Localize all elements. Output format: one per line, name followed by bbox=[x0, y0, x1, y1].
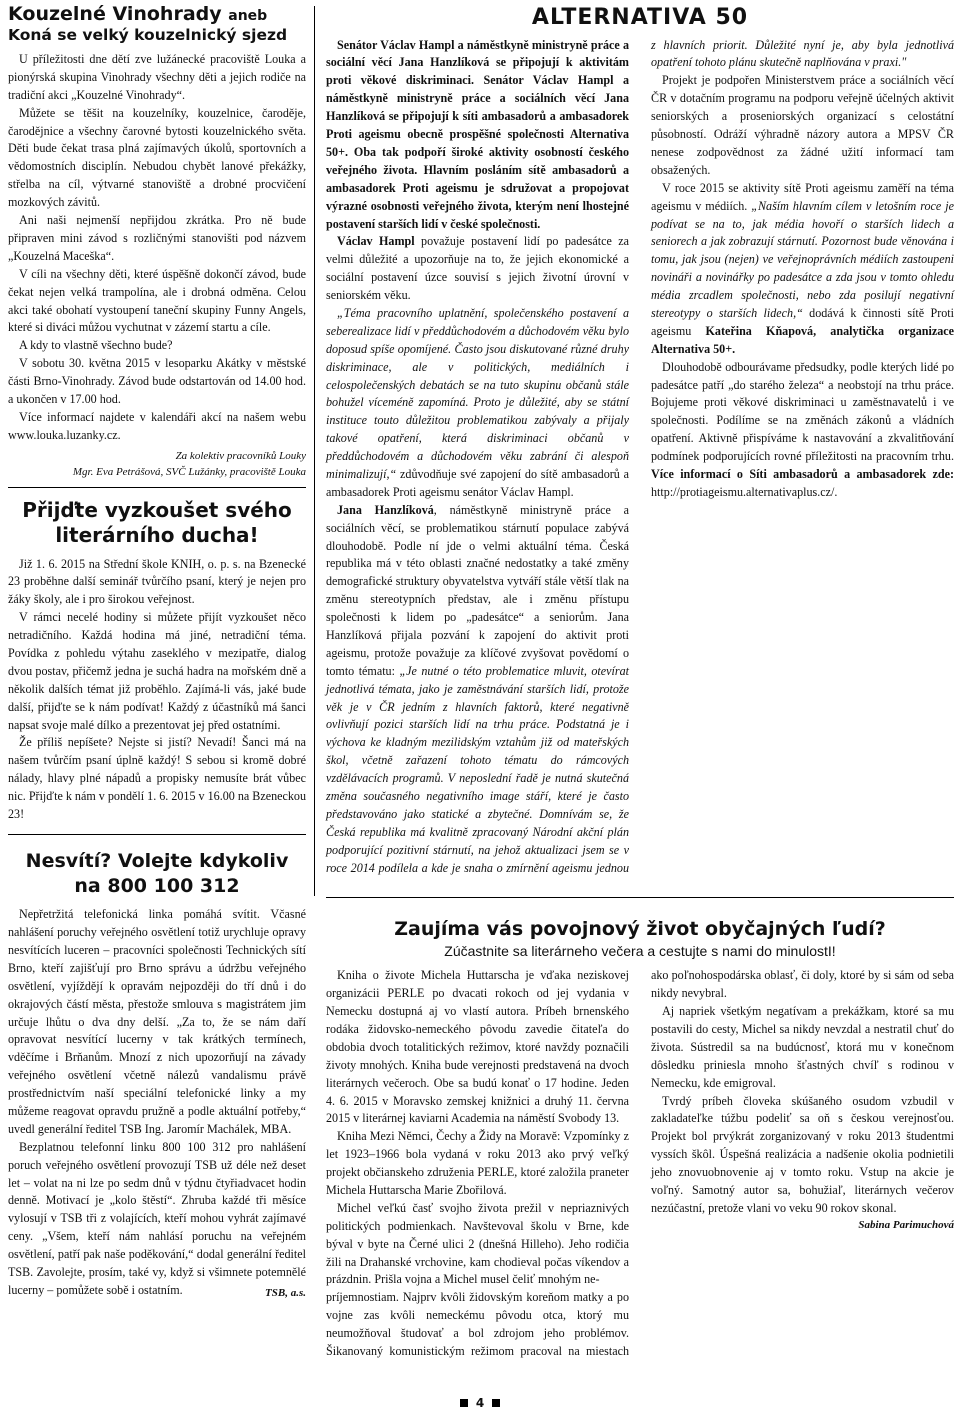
paragraph: Tvrdý príbeh človeka skúšaného osudom vzbudil v zakladateľke túžbu podeliť sa oň s českou verejnosťou. Projekt bol prvýkrát zorganizovaný v roku 2013 študentmi vyssích škôl. Úspešná realizácia a nadšenie okolia podnietili jeho znovuobnovenie aj v tomto roku. Vstup na akcie je voľný. Samotný autor sa, bohužiaľ, literárnych večerov nezúčastní, pretože vlani vo veku 90 rokov skonal. bbox=[651, 1093, 954, 1215]
zivot-title: Zaujíma vás povojnový život obyčajných ľudí? bbox=[394, 918, 886, 940]
zivot-subtitle: Zúčastnite sa literárneho večera a cestujte s nami do minulostI! bbox=[444, 942, 836, 959]
paragraph: V roce 2015 se aktivity sítě Proti ageismu zaměří na téma ageismu v médiích. „Naším hlavním cílem v letošním roce je podívat se na to, jak média hovoří o starších lidech a seniorech a jak zobrazují stárnutí. Pozornost bude věnována i tomu, jak jsou (nejen) ve veřejnoprávních médiích zastoupeni novináři a novinářky po padesátce a zda jsou v tomto ohledu média zrcadlem společnosti, nebo zda posilují negativní stereotypy o starších lidech,“ dodává k činnosti sítě Proti ageismu Kateřina Kňapová, analytička organizace Alternativa 50+. bbox=[651, 180, 954, 356]
zivot-body bbox=[326, 967, 954, 1385]
square-icon bbox=[492, 1399, 500, 1407]
zivot-article bbox=[326, 918, 954, 1385]
paragraph: Jana Hanzlíková, náměstkyně ministryně práce a sociálních věcí, se problematikou stárnutí populace zabývá dlouhodobě. Podle ní jde o velmi aktuální téma. Česká republika má v této oblasti značné nedostatky a také změny demografické struktury obyvatelstva vytváří stále větší tlak na změnu stereotypních představ, ale i změnu přístupu společnosti k lidem po „padesátce“ a seniorům. Jana Hanzlíková přijala pozvání k zapojení do aktivit proti ageismu, protože považuje za klíčové zvyšovat povědomí o tomto tématu: „Je nutné o této problematice mluvit, otevírat jednotlivá témata, jako je zaměstnávání starších lidí, protože věk je v ČR jedním z hlavních faktorů, které negativně ovlivňují pozici starších lidí na trhu práce. Podstatná je i výchova ke kladným mezilidským vztahům již od mateřských škol, včetně zařazení tohoto tématu do rámcových vzdělávacích programů. V neposlední řadě je nutná skutečná změna současného negativního image stáří, které je často představováno jako statické a zbytečné. Domnívám se, že Česká republika má kvalitně zpracovaný Národní akční plán podporující pozitivní stárnutí, na jehož aktualizaci jsem se v roce 2014 podílela a kde je snaha o zmírnění ageismu jednou z hlavních priorit. Důležité nyní je, aby byla jednotlivá opatření tohoto plánu skutečně naplňována v praxi." bbox=[326, 37, 954, 875]
divider bbox=[8, 834, 306, 835]
paragraph: Že příliš nepíšete? Nejste si jistí? Nevadí! Šanci má na našem tvůrčím psaní úplně každý! S sebou si kromě dobré nálady, hlavy plné nápadů a propisky nemusíte brát vůbec nic. Přijďte k nám v pondělí 1. 6. 2015 v 16.00 na Bzeneckou 23! bbox=[8, 735, 307, 821]
vinohrady-signature: Za kolektiv pracovníků Louky Mgr. Eva Petrášová, SVČ Lužánky, pracoviště Louka bbox=[72, 449, 306, 478]
paragraph: „Téma pracovního uplatnění, společenského postavení a seberealizace lidí v předdůchodovém a důchodovém věku bylo doposud spíše opomíjené. Často jsou diskutované různé druhy diskriminace, ale v politických, mediálních i celospolečenských debatách se na tuto skupinu občanů stále bohužel víceméně zapomíná. Proto je důležité, aby se státní instituce touto důležitou problematikou zabývaly a přijaly takové opatření, která diskriminaci občanů v předdůchodovém a důchodovém věku zabrání či alespoň minimalizují,“ zdůvodňuje své zapojení do sítě ambasadorů a ambasadorek Proti ageismu senátor Václav Hampl. bbox=[326, 305, 629, 499]
paragraph: Více informací najdete v kalendáři akcí na našem webu www.louka.luzanky.cz. bbox=[8, 409, 306, 442]
zivot-signature: Sabina Parimuchová bbox=[858, 1218, 954, 1231]
divider bbox=[326, 897, 954, 898]
literarni-article bbox=[8, 498, 306, 824]
nesviti-signature: TSB, a.s. bbox=[265, 1286, 306, 1299]
paragraph: Dlouhodobě odbourávame předsudky, podle kterých lidé po padesátce patří „do starého železa“ a neobstojí na trhu práce. Bojujeme proti věkové diskriminaci u zaměstnavatelů i ve společnosti. Podílíme se na změnách zákonů a vládních opatření. Aktivně přispíváme k nastavování a zkvalitňování podmínek podporujících rovné příležitosti na pracovním trhu. Více informací o Síti ambasadorů a ambasadorek zde: http://protiageismu.alternativaplus.cz/. bbox=[651, 359, 954, 499]
paragraph: Kniha o živote Michela Huttarscha je vďaka neziskovej organizácii PERLE po dvacati rokoch od jej vydania v Nemecku dostupná aj vo vlastí autora. Príbeh brnenského rodáka židovsko-nemeckého pôvodu zavedie čitateľa do obdobia dvoch totalitických režimov, ktoré navždy poznačili životy mnohých. Kniha bude verejnosti predstavená na dvoch literárnych večeroch. Obe sa budú konať o 17 hodine. Jeden 4. 6. 2015 v Moravsko zemskej knižnici a druhý 11. června 2015 v literárnej kaviarni Academia na náměstí Svobody 13. bbox=[326, 968, 629, 1126]
paragraph: U příležitosti dne dětí zve lužánecké pracoviště Louka a pionýrská skupina Vinohrady všechny děti a jejich rodiče na tradiční akci „Kouzelné Vinohrady“. bbox=[8, 52, 306, 102]
paragraph: Aj napriek všetkým negatívam a prekážkam, ktoré sa mu postavili do cesty, Michel sa nikdy nevzdal a nestratil chuť do života. Sústredil sa na budúcnosť, ktorá mu v konečnom dôsledku priniesla mnoho šťastných chvíľ s rodinou v Nemecku, kde emigroval. bbox=[651, 1004, 954, 1090]
alternativa-body bbox=[326, 37, 954, 897]
paragraph: Kniha Mezi Němci, Čechy a Židy na Moravě: Vzpomínky z let 1923–1966 bola vydaná v roku 2013 ako prvý veľký projekt občianskeho združenia PERLE, ktoré založila praneter Michela Huttarscha Marie Zbořilová. bbox=[326, 1129, 629, 1198]
square-icon bbox=[460, 1399, 468, 1407]
paragraph: Václav Hampl považuje postavení lidí po padesátce za velmi důležité a upozorňuje na to, že jejich ekonomické a sociální postavení úzce souvisí s jejich životní úrovní v seniorském věku. bbox=[326, 234, 629, 303]
page-number: 4 bbox=[475, 1396, 485, 1410]
paragraph: Ani naši nejmenší nepřijdou zkrátka. Pro ně bude připraven mini závod s rozličnými stanovišti pod názvem „Kouzelná Maceška“. bbox=[8, 213, 306, 263]
paragraph: Již 1. 6. 2015 na Střední škole KNIH, o. p. s. na Bzenecké 23 proběhne další seminář tvůrčího psaní, který je nejen pro žáky školy, ale i pro širokou veřejnost. bbox=[8, 556, 306, 607]
paragraph: Nepřetržitá telefonická linka pomáhá svítit. Včasné nahlášení poruchy veřejného osvětlení totiž urychluje opravy nesvítících luceren – pracovníci společnosti Technických sítí Brno, kteří zajišťují pro Brno správu a údržbu veřejného osvětlení, vyjíždějí k opravám nejpozději do tří dnů i do okrajových částí města, přestože smlouva s magistrátem jim určuje lhůtu o dva dny delší. „Za to, že se nám daří opravovat nesvítící lucerny v tak krátkých termínech, vděčíme i Brňanům. Mnozí z nich upozorňují na závady veřejného osvětlení včetně nálezů vandalismu právě prostřednictvím naší speciální telefonické linky a my můžeme reagovat opravdu pružně a podle aktuální potřeby,“ uvedl generální ředitel TSB Ing. Jaromír Machálek, MBA. bbox=[8, 907, 306, 1136]
alternativa-article bbox=[326, 4, 954, 897]
paragraph: V sobotu 30. května 2015 v lesoparku Akátky v městské části Brno-Vinohrady. Závod bude odstartován od 14.00 hod. a ukončen v 17.00 hod. bbox=[8, 356, 306, 406]
nesviti-title: Nesvítí? Volejte kdykoliv na 800 100 312 bbox=[25, 849, 289, 897]
alternativa-link[interactable]: http://protiageismu.alternativaplus.cz/. bbox=[651, 484, 838, 499]
paragraph: Michel veľkú časť svojho života prežil v nepriaznivých politických podmienkach. Navštevoval školu v Brne, kde býval v byte na Černé ulici 2 (dnešná Hilleho). Jeho rodičia žili na Drahanské vrchovine, kam chodieval počas víkendov a prázdnin. Prišla vojna a Michel musel čeliť mnohým ne- bbox=[326, 1200, 629, 1287]
left-column bbox=[8, 4, 306, 1302]
page-footer bbox=[0, 1396, 960, 1410]
literarni-title: Přijďte vyzkoušet svého literárního ducha! bbox=[22, 497, 292, 547]
vinohrady-subtitle: Koná se velký kouzelnický sjezd bbox=[8, 25, 288, 44]
paragraph: V rámci necelé hodiny si můžete přijít vyzkoušet něco netradičního. Každá hodina má jiné, netradiční téma. Povídka z pohledu výtahu zaseklého v mezipatře, dialog dvou postav, přičemž jedna je suchá hadra na mořském dně a několik dalších témat již proběhlo. Zajímá-li vás, jaké bude další, přijďte se k nám podívat! Každý z účastníků má šanci napsat svoje malé dílko a prezentovat jej před ostatními. bbox=[8, 610, 306, 732]
divider bbox=[8, 487, 306, 488]
paragraph: V cíli na všechny děti, které úspěšně dokončí závod, bude čekat nejen velká trampolína, ale i drobná odměna. Celou akci také obohatí vystoupení taneční skupiny Funny Angels, které si diváci můžou vychutnat v zázemí startu a cíle. bbox=[8, 266, 306, 335]
alternativa-title: ALTERNATIVA 50 bbox=[531, 5, 749, 30]
column-divider bbox=[314, 6, 315, 896]
paragraph: príjemnostiam. Najprv kvôli židovským koreňom matky a po vojne zas kvôli nemeckému pôvodu otca, ktorý mu neumožňoval študovať a bol zdrojom jeho problémov. Šikanovaný komunistickým režimom pracoval na miestach ako poľnohospodárska oblasť, či doly, ktoré by si sám od seba nikdy nevybral. bbox=[326, 968, 954, 1359]
paragraph: Bezplatnou telefonní linku 800 100 312 pro nahlášení poruch veřejného osvětlení provozují TSB už déle než deset let – volat na ni lze po sedm dnů v týdnu čtyřiadvacet hodin denně. Motivací je „kolo štěstí“. Zhruba každé tři měsíce vylosují v TSB tři z volajících, kteří mohou vyhrát zajímavé ceny. „Všem, kteří nám nahlásí poruchu na veřejném osvětlení, patří pak naše poděkování,“ dodal generální ředitel TSB. Zavolejte, prosím, také vy, když si všimnete potemnělé lucerny – pomůžete sobě i ostatním. bbox=[8, 1139, 306, 1297]
nesviti-article bbox=[8, 849, 306, 1302]
vinohrady-article bbox=[8, 4, 306, 481]
paragraph: Projekt je podpořen Ministerstvem práce a sociálních věcí ČR v dotačním programu na podporu veřejně účelných aktivit seniorských a proseniorských organizací s celostátní působností. Odráží výhradně názory autora a MPSV ČR nenese zodpovědnost za žádné užití informací tam obsažených. bbox=[651, 73, 954, 177]
alternativa-lead: Senátor Václav Hampl a náměstkyně ministryně práce a sociální věcí Jana Hanzlíková se připojují k aktivitám proti věkové diskriminaci. Senátor Václav Hampl a náměstkyně ministryně práce a sociálních věcí Jana Hanzlíková se připojují k síti ambasadorů a ambasadorek Proti ageismu obecně prospěšné společnosti Alternativa 50+. Oba tak podpoří široké aktivity osobností českého veřejného života. Hlavním posláním sítě ambasadorů a ambasadorek Proti ageismu je sdružovat a propojovat výrazné osobnosti veřejného života, kterým není lhostejné postavení starších lidí v české společnosti. bbox=[326, 37, 629, 231]
vinohrady-title: Kouzelné Vinohrady aneb bbox=[8, 3, 268, 25]
paragraph: A kdy to vlastně všechno bude? bbox=[19, 338, 173, 353]
paragraph: Můžete se těšit na kouzelníky, kouzelnice, čaroděje, čarodějnice a všechny čarovné bytosti kouzelnického světa. Děti bude čekat trasa plná zajímavých úkolů, sportovních a vědomostních disciplín. Nebudou chybět lanové překážky, střelba na cíl, výtvarné stanoviště a drobné procvičení mozkových závitů. bbox=[8, 105, 306, 210]
